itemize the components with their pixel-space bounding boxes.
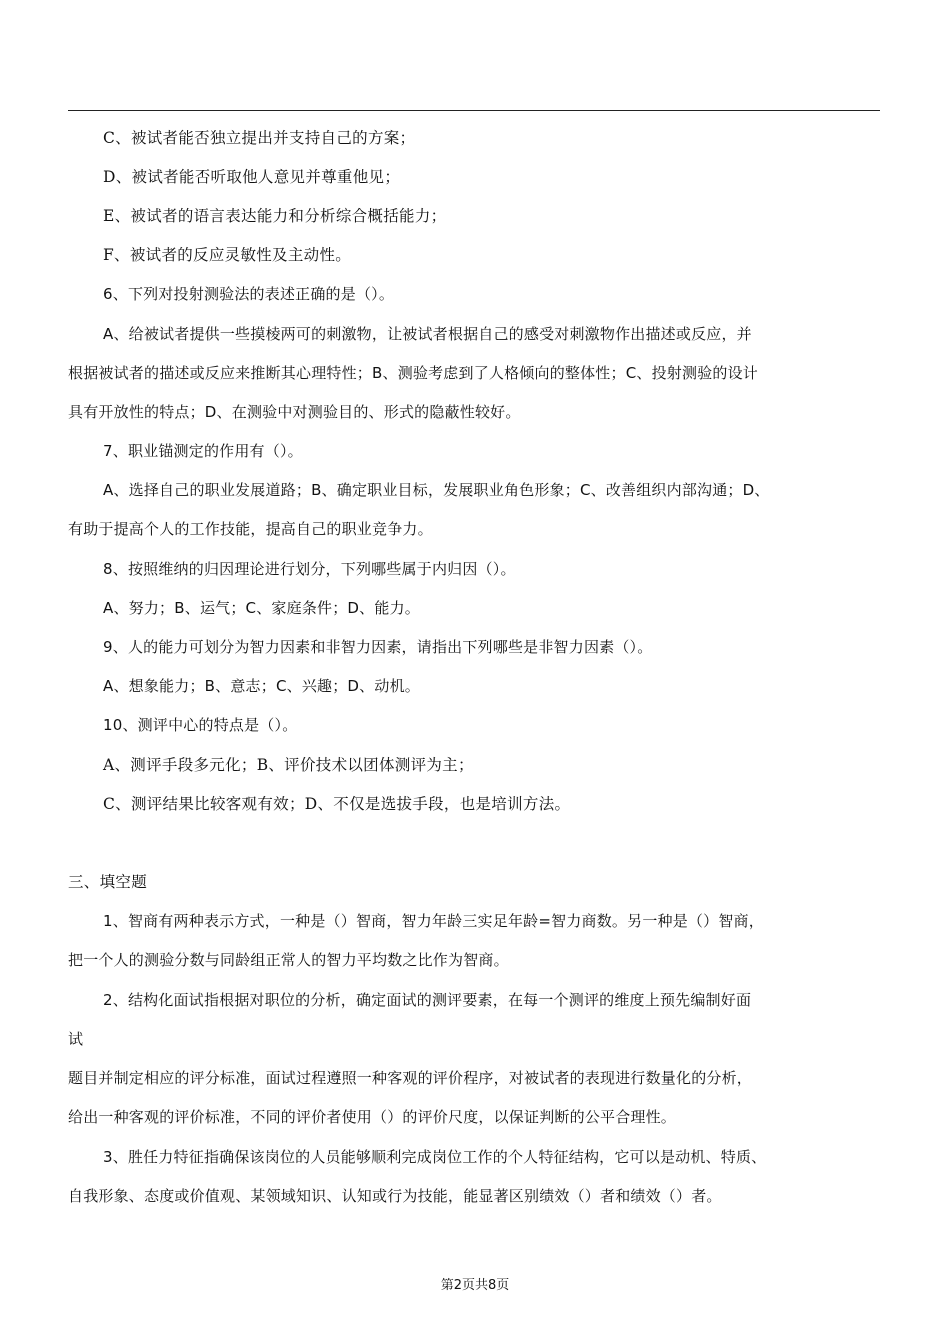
question-8-options: A、努力；B、运气；C、家庭条件；D、能力。: [103, 599, 420, 617]
fill-blank-2-cont: 试: [68, 1030, 84, 1048]
question-6-options-cont: 根据被试者的描述或反应来推断其心理特性；B、测验考虑到了人格倾向的整体性；C、投射测验的设计: [68, 364, 758, 382]
question-7: 7、职业锚测定的作用有（）。: [103, 442, 303, 460]
question-10: 10、测评中心的特点是（）。: [103, 716, 298, 734]
option-line: F、被试者的反应灵敏性及主动性。: [103, 246, 352, 264]
option-line: D、被试者能否听取他人意见并尊重他见；: [103, 168, 401, 186]
question-7-options: A、选择自己的职业发展道路；B、确定职业目标，发展职业角色形象；C、改善组织内部沟通；D、: [103, 481, 770, 499]
question-6-options: A、给被试者提供一些摸棱两可的刺激物，让被试者根据自己的感受对刺激物作出描述或反应，并: [103, 325, 752, 343]
page-number: 第2页共8页: [440, 1278, 510, 1293]
question-8: 8、按照维纳的归因理论进行划分，下列哪些属于内归因（）。: [103, 560, 516, 578]
fill-blank-3: 3、胜任力特征指确保该岗位的人员能够顺利完成岗位工作的个人特征结构，它可以是动机、特质、: [103, 1148, 767, 1166]
question-10-options: C、测评结果比较客观有效；D、不仅是选拔手段，也是培训方法。: [103, 795, 571, 813]
question-6-options-cont: 具有开放性的特点；D、在测验中对测验目的、形式的隐蔽性较好。: [68, 403, 521, 421]
option-line: E、被试者的语言表达能力和分析综合概括能力；: [103, 207, 447, 225]
question-7-options-cont: 有助于提高个人的工作技能，提高自己的职业竞争力。: [68, 520, 433, 538]
question-6: 6、下列对投射测验法的表述正确的是（）。: [103, 285, 395, 303]
fill-blank-2-cont: 给出一种客观的评价标准，不同的评价者使用（）的评价尺度，以保证判断的公平合理性。: [68, 1108, 677, 1126]
question-9-options: A、想象能力；B、意志；C、兴趣；D、动机。: [103, 677, 420, 695]
section-heading: 三、填空题: [68, 873, 148, 891]
fill-blank-1: 1、智商有两种表示方式，一种是（）智商，智力年龄三实足年龄=智力商数。另一种是（）智商，: [103, 912, 764, 930]
fill-blank-1-cont: 把一个人的测验分数与同龄组正常人的智力平均数之比作为智商。: [68, 951, 509, 969]
question-9: 9、人的能力可划分为智力因素和非智力因素，请指出下列哪些是非智力因素（）。: [103, 638, 653, 656]
fill-blank-2-cont: 题目并制定相应的评分标准，面试过程遵照一种客观的评价程序，对被试者的表现进行数量化的分析，: [68, 1069, 753, 1087]
option-line: C、被试者能否独立提出并支持自己的方案；: [103, 129, 416, 147]
header-rule: [68, 110, 880, 111]
fill-blank-3-cont: 自我形象、态度或价值观、某领域知识、认知或行为技能，能显著区别绩效（）者和绩效（）者。: [68, 1187, 722, 1205]
question-10-options: A、测评手段多元化；B、评价技术以团体测评为主；: [103, 756, 474, 774]
fill-blank-2: 2、结构化面试指根据对职位的分析，确定面试的测评要素，在每一个测评的维度上预先编制好面: [103, 991, 752, 1009]
